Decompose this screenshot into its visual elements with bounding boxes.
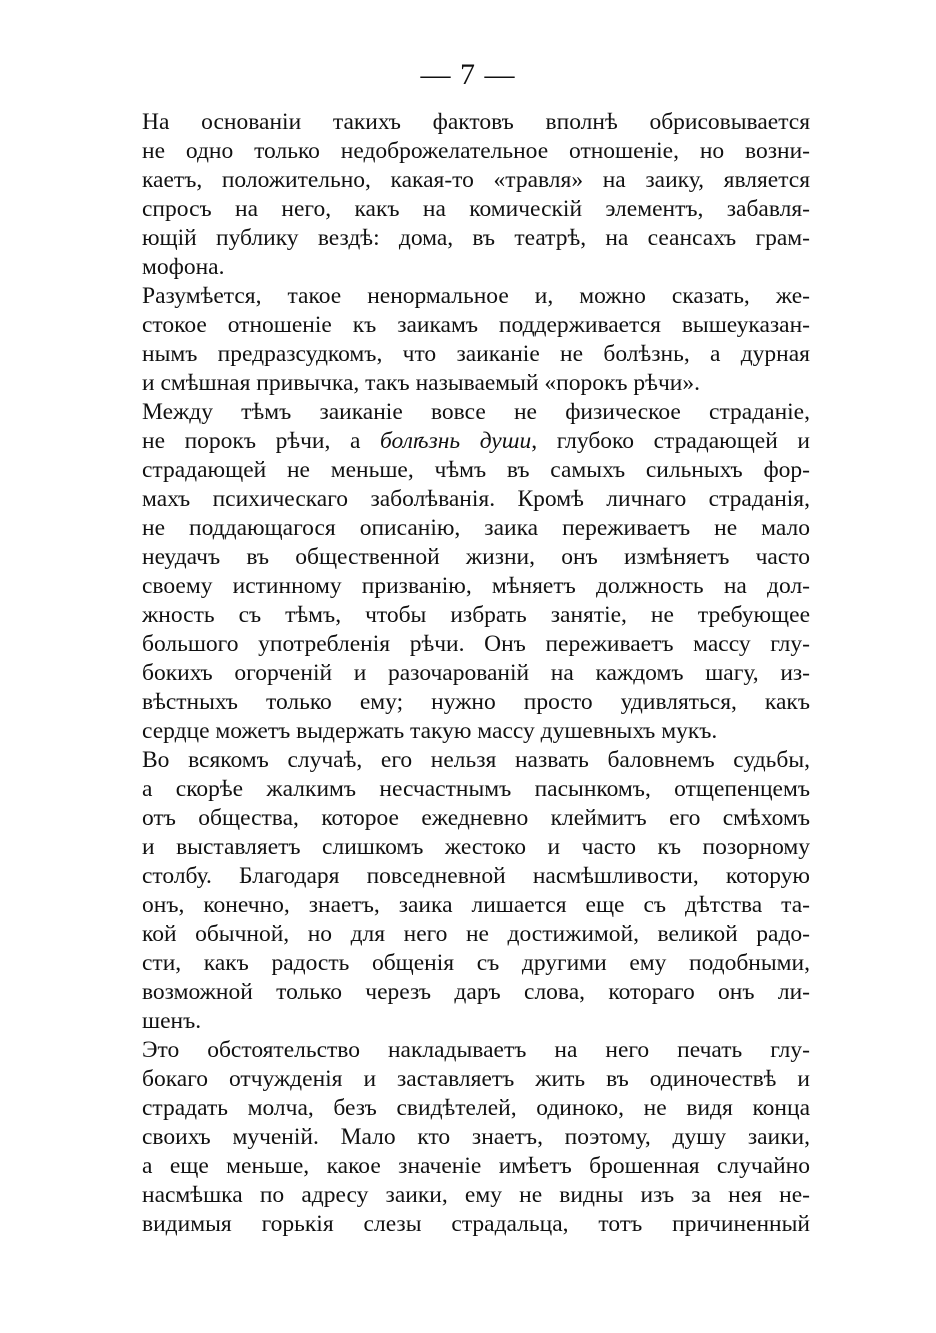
text-line: отъ общества, которое ежедневно клеймитъ его смѣхомъ (142, 805, 810, 831)
text-line: стокое отношеніе къ заикамъ поддерживается вышеуказан- (142, 312, 810, 338)
text-line: столбу. Благодаря повседневной насмѣшливости, которую (142, 863, 810, 889)
text-line: спросъ на него, какъ на комическій элементъ, забавля- (142, 196, 810, 222)
text-line: своему истинному призванію, мѣняетъ должность на дол- (142, 573, 810, 599)
text-line: бокихъ огорченій и разочарованій на каждомъ шагу, из- (142, 660, 810, 686)
text-line: сти, какъ радость общенія съ другими ему подобными, (142, 950, 810, 976)
text-line: не поддающагося описанію, заика переживаетъ не мало (142, 515, 810, 541)
paragraph (142, 282, 810, 398)
text-line: видимыя горькія слезы страдальца, тотъ причиненный (142, 1211, 810, 1237)
page-number: — 7 — (420, 58, 516, 91)
text-line: Это обстоятельство накладываетъ на него печать глу- (142, 1037, 810, 1063)
text-line: своихъ мученій. Мало кто знаетъ, поэтому, душу заики, (142, 1124, 810, 1150)
text-fragment: не порокъ рѣчи, а (142, 428, 361, 454)
emphasis-text: болѣзнь души (380, 428, 532, 454)
text-line: махъ психическаго заболѣванія. Кромѣ личнаго страданія, (142, 486, 810, 512)
text-line: Во всякомъ случаѣ, его нельзя назвать баловнемъ судьбы, (142, 747, 810, 773)
text-line: онъ, конечно, знаетъ, заика лишается еще съ дѣтства та- (142, 892, 810, 918)
paragraph (142, 746, 810, 1036)
text-line: нымъ предразсудкомъ, что заиканіе не болѣзнь, а дурная (142, 341, 810, 367)
text-line: а еще меньше, какое значеніе имѣетъ брошенная случайно (142, 1153, 810, 1179)
text-line: большого употребленія рѣчи. Онъ переживаетъ массу глу- (142, 631, 810, 657)
text-line: неудачъ въ общественной жизни, онъ измѣняетъ часто (142, 544, 810, 570)
paragraph (142, 108, 810, 282)
paragraph (142, 398, 810, 746)
text-line: ющій публику вездѣ: дома, въ театрѣ, на сеансахъ грам- (142, 225, 810, 251)
text-line: Разумѣется, такое ненормальное и, можно сказать, же- (142, 283, 810, 309)
text-line: бокаго отчужденія и заставляетъ жить въ одиночествѣ и (142, 1066, 810, 1092)
text-line: страдать молча, безъ свидѣтелей, одиноко, не видя конца (142, 1095, 810, 1121)
text-fragment: , глубоко страдающей и (531, 428, 810, 454)
text-line: мофона. (142, 254, 225, 280)
text-line: и выставляетъ слишкомъ жестоко и часто къ позорному (142, 834, 810, 860)
text-line: На основаніи такихъ фактовъ вполнѣ обрисовывается (142, 109, 810, 135)
text-line: каетъ, положительно, какая-то «травля» на заику, является (142, 167, 810, 193)
body-text (142, 108, 810, 1239)
text-line: возможной только черезъ даръ слова, котораго онъ ли- (142, 979, 810, 1005)
text-line: не одно только недоброжелательное отношеніе, но возни- (142, 138, 810, 164)
text-line: насмѣшка по адресу заики, ему не видны изъ за нея не- (142, 1182, 810, 1208)
text-line: шенъ. (142, 1008, 202, 1034)
text-line: и смѣшная привычка, такъ называемый «порокъ рѣчи». (142, 370, 700, 396)
text-line: вѣстныхъ только ему; нужно просто удивляться, какъ (142, 689, 810, 715)
text-line-with-emphasis (142, 427, 810, 456)
text-line: Между тѣмъ заиканіе вовсе не физическое страданіе, (142, 399, 810, 425)
text-line: жность съ тѣмъ, чтобы избрать занятіе, не требующее (142, 602, 810, 628)
text-line: сердце можетъ выдержать такую массу душевныхъ мукъ. (142, 718, 718, 744)
text-line: страдающей не меньше, чѣмъ въ самыхъ сильныхъ фор- (142, 457, 810, 483)
paragraph (142, 1036, 810, 1239)
text-line: кой обычной, но для него не достижимой, великой радо- (142, 921, 810, 947)
text-line: а скорѣе жалкимъ несчастнымъ пасынкомъ, отщепенцемъ (142, 776, 810, 802)
